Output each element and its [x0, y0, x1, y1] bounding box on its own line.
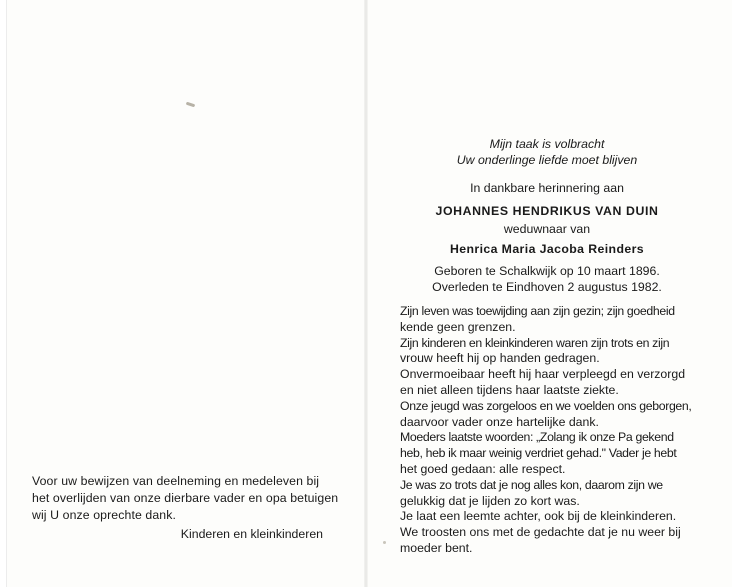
life-dates — [398, 263, 696, 295]
birth-line: Geboren te Schalkwijk op 10 maart 1896. — [434, 264, 660, 278]
tribute-line: gelukkig dat je lijden zo kort was. — [400, 493, 580, 508]
tribute-line: kende geen grenzen. — [400, 319, 516, 334]
tribute-line: Onvermoeibaar heeft hij haar verpleegd en verzorgd — [400, 367, 686, 382]
tribute-line: het goed gedaan: alle respect. — [400, 461, 566, 476]
tribute-line: vrouw heeft hij op handen gedragen. — [400, 351, 600, 366]
motto-line: Uw onderlinge liefde moet blijven — [456, 153, 638, 167]
thanks-line: Voor uw bewijzen van deelneming en medeleven bij — [32, 474, 320, 488]
tribute-line: Je was zo trots dat je nog alles kon, daarom zijn we — [400, 477, 663, 492]
tribute-line: Zijn leven was toewijding aan zijn gezin; zijn goedheid — [400, 304, 675, 318]
paper-speck — [383, 541, 386, 544]
tribute-line: moeder bent. — [400, 540, 473, 555]
tribute-text — [400, 304, 725, 557]
motto — [398, 136, 696, 168]
tribute-line: daarvoor vader onze hartelijke dank. — [400, 414, 599, 429]
spouse-name: Henrica Maria Jacoba Reinders — [449, 242, 645, 256]
death-line: Overleden te Eindhoven 2 augustus 1982. — [432, 280, 662, 294]
relation-text: weduwnaar van — [503, 222, 591, 236]
tribute-line: heb, heb ik maar weinig verdriet gehad." Vader je hebt — [400, 446, 677, 461]
thanks-line: het overlijden van onze dierbare vader en opa betuigen — [32, 491, 339, 505]
tribute-line: Onze jeugd was zorgeloos en we voelden ons geborgen, — [400, 398, 692, 413]
tribute-line: We troosten ons met de gedachte dat je nu weer bij — [400, 525, 681, 540]
deceased-name: JOHANNES HENDRIKUS VAN DUIN — [435, 204, 659, 218]
tribute-line: Moeders laatste woorden: „Zolang ik onze Pa gekend — [400, 430, 674, 445]
card-fold-line — [364, 0, 368, 587]
motto-line: Mijn taak is volbracht — [489, 137, 605, 151]
tribute-line: en niet alleen tijdens haar laatste ziekte. — [400, 382, 619, 397]
thanks-line: wij U onze oprechte dank. — [32, 508, 176, 522]
tribute-line: Zijn kinderen en kleinkinderen waren zijn trots en zijn — [400, 335, 670, 350]
memorial-intro: In dankbare herinnering aan — [470, 181, 624, 195]
thanks-paragraph — [32, 473, 352, 524]
tribute-line: Je laat een leemte achter, ook bij de kleinkinderen. — [400, 509, 677, 524]
family-signature: Kinderen en kleinkinderen — [180, 527, 323, 541]
